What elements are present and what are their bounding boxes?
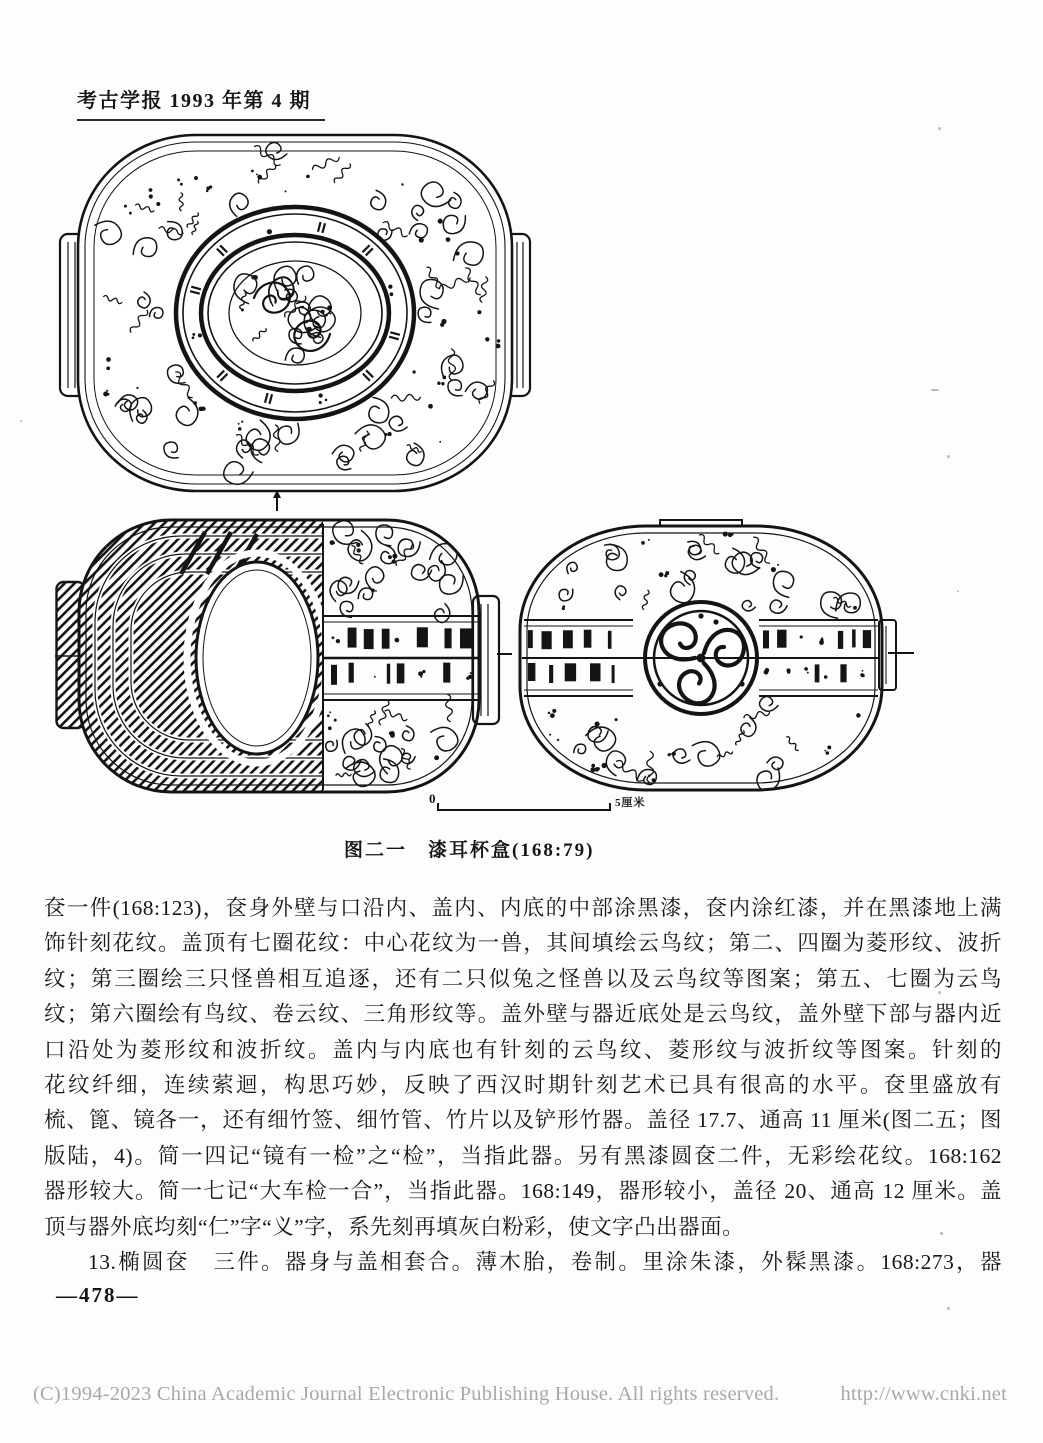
text-line: 纹；第三圈绘三只怪兽相互追逐，还有二只似兔之怪兽以及云鸟纹等图案；第五、七圈为云鸟 <box>44 966 1002 991</box>
scale-bar <box>425 791 655 818</box>
scale-line <box>438 809 610 811</box>
scan-speckle <box>938 127 941 130</box>
text-line: 版陆，4)。简一四记“镜有一检”之“检”，当指此器。另有黑漆圆奁二件，无彩绘花纹。168:162 <box>44 1143 1002 1168</box>
scale-tick <box>609 803 611 811</box>
figure-end-view-drawing <box>510 512 910 812</box>
text-line: 顶与器外底均刻“仁”字“义”字，系先刻再填灰白粉彩，使文字凸出器面。 <box>44 1214 745 1239</box>
figure-plan-view-drawing <box>58 128 532 498</box>
scan-speckle <box>938 991 941 994</box>
journal-header: 考古学报 1993 年第 4 期 <box>77 84 325 121</box>
text-line: 梳、篦、镜各一，还有细竹签、细竹管、竹片以及铲形竹器。盖径 17.7、通高 11 厘米(图二五；图 <box>44 1108 1002 1133</box>
scan-speckle <box>947 1307 950 1310</box>
scan-speckle <box>957 590 959 592</box>
text-line: 饰针刻花纹。盖顶有七圈花纹：中心花纹为一兽，其间填绘云鸟纹；第二、四圈为菱形纹、波折 <box>44 931 1002 956</box>
alignment-tick-icon <box>270 490 284 512</box>
page-number: —478— <box>56 1283 140 1307</box>
text-line: 奁一件(168:123)，奁身外壁与口沿内、盖内、内底的中部涂黑漆，奁内涂红漆，并在黑漆地上满 <box>44 896 1002 920</box>
text-line: 口沿处为菱形纹和波折纹。盖内与内底也有针刻的云鸟纹、菱形纹与波折纹等图案。针刻的 <box>44 1037 1002 1062</box>
seam-dash <box>497 653 512 655</box>
text-line: 13.椭圆奁 三件。器身与盖相套合。薄木胎，卷制。里涂朱漆，外髹黑漆。168:273，器 <box>88 1249 1002 1274</box>
text-line: 花纹纤细，连续萦迴，构思巧妙，反映了西汉时期针刻艺术已具有很高的水平。奁里盛放有 <box>44 1072 1002 1097</box>
footer-url: http://www.cnki.net <box>840 1383 1007 1405</box>
scan-speckle <box>947 455 950 458</box>
scale-unit-label: 5厘米 <box>615 797 646 809</box>
figure-section-view-drawing <box>55 512 505 802</box>
footer-copyright: (C)1994-2023 China Academic Journal Electronic Publishing House. All rights reserved. <box>33 1383 780 1405</box>
scan-speckle <box>931 389 939 391</box>
body-text-block <box>44 891 1002 1280</box>
text-line: 器形较大。简一七记“大车检一合”，当指此器。168:149，器形较小，盖径 20、通高 12 厘米。盖 <box>44 1179 1002 1204</box>
page-footer <box>33 1383 1007 1406</box>
scale-zero-label: 0 <box>429 791 436 806</box>
scan-speckle <box>950 1156 953 1159</box>
figure-caption: 图二一 漆耳杯盒(168:79) <box>344 840 595 861</box>
scan-speckle <box>20 420 22 422</box>
seam-dash <box>888 652 914 654</box>
text-line: 纹；第六圈绘有鸟纹、卷云纹、三角形纹等。盖外壁与器近底处是云鸟纹，盖外壁下部与器内近 <box>44 1002 1002 1027</box>
scan-speckle <box>940 1232 943 1235</box>
